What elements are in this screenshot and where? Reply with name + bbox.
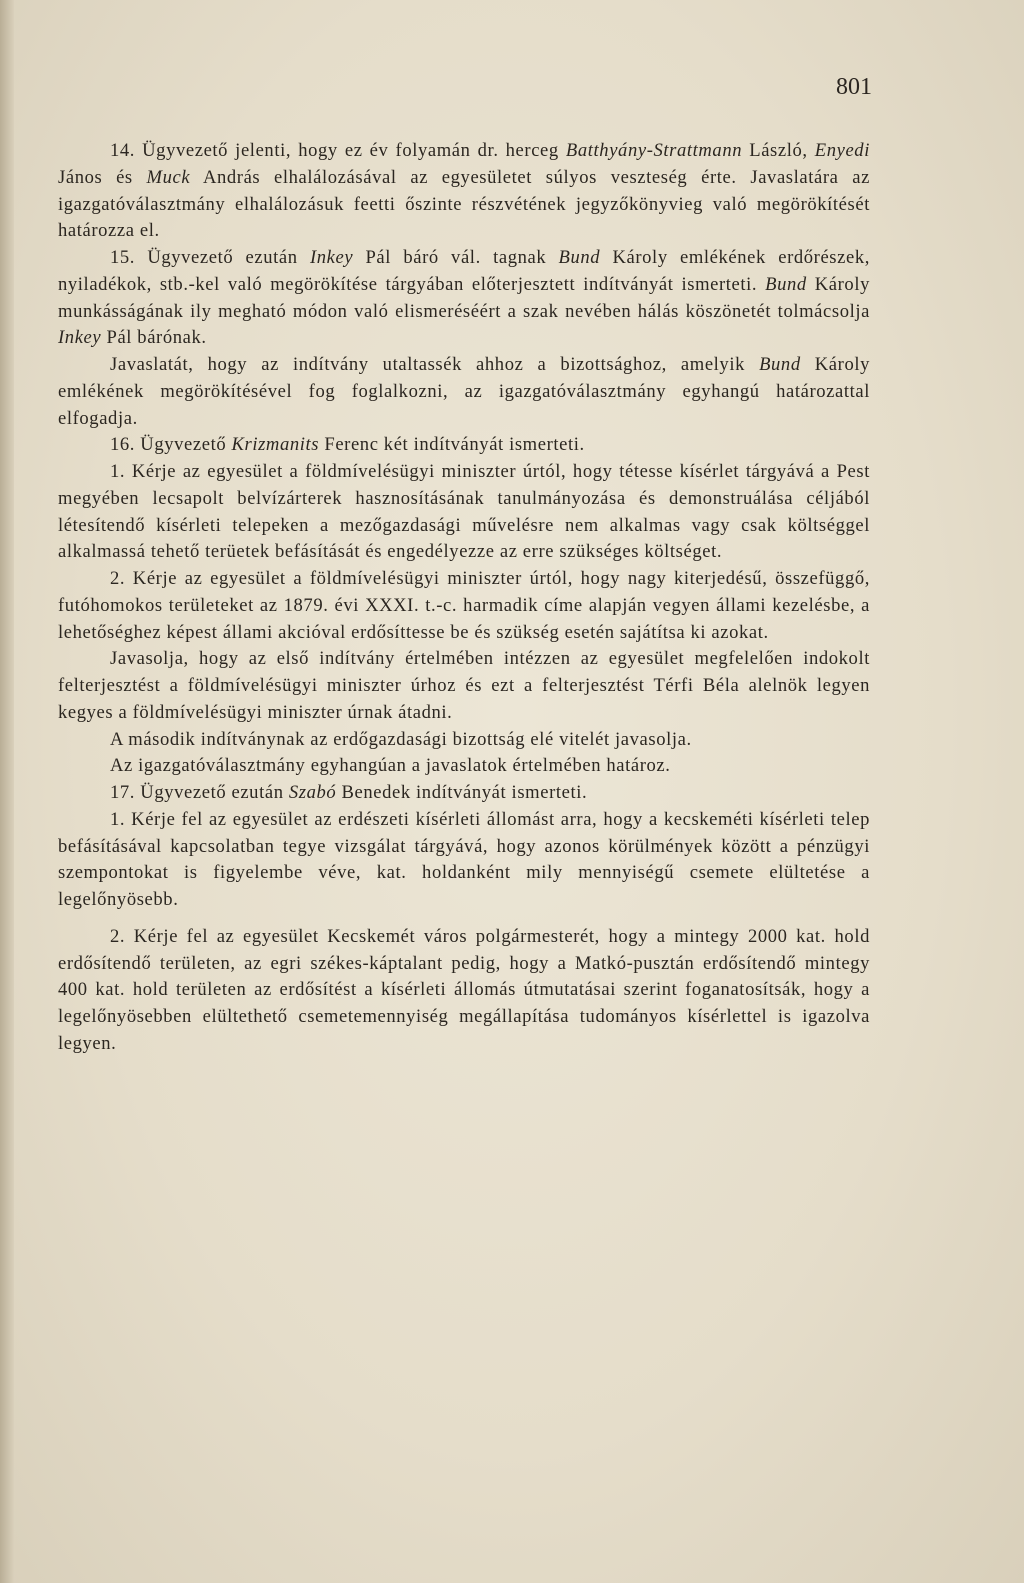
page-binding-edge — [0, 0, 14, 1583]
paragraph-16: 16. Ügyvezető Krizmanits Ferenc két indítványát ismerteti. — [110, 434, 585, 456]
paragraph-17-item-1: 1. Kérje fel az egyesület az erdészeti kísérleti állomást arra, hogy a kecskeméti kísérleti telep befásításával kapcsolatban tegye vizsgálat tárgyává, hogy azonos körülmények között a pénzügyi szempontokat is figyelembe véve, kat. holdanként mily mennyiségű csemete elültetése a legelőnyösebb. — [58, 808, 870, 910]
paragraph-16-item-1: 1. Kérje az egyesület a földmívelésügyi miniszter úrtól, hogy tétesse kísérlet tárgyává a Pest megyében lecsapolt belvízárterek hasznosításának tanulmányozása és demonstruálása céljából létesítendő kísérleti telepeken a mezőgazdasági művelésre nem alkalmas vagy csak költséggel alkalmassá tehető terüetek befásítását és engedélyezze az erre szükséges költséget. — [58, 461, 870, 563]
paragraph-14: 14. Ügyvezető jelenti, hogy ez év folyamán dr. herceg Batthyány-Strattmann László, Enyedi János és Muck András elhalálozásával az egyesületet súlyos veszteség érte. Javaslatára az igazgatóválasztmány elhalálozásuk feetti őszinte részvétének jegyzőkönyvieg való megörökítését határozza el. — [58, 140, 870, 242]
paragraph-16-second: A második indítványnak az erdőgazdasági bizottság elé vitelét javasolja. — [110, 728, 692, 750]
paragraph-16-decision: Az igazgatóválasztmány egyhangúan a javaslatok értelmében határoz. — [110, 755, 671, 777]
paragraph-17: 17. Ügyvezető ezután Szabó Benedek indítványát ismerteti. — [110, 782, 588, 803]
paragraph-17-item-2: 2. Kérje fel az egyesület Kecskemét város polgármesterét, hogy a mintegy 2000 kat. hold erdősítendő területen, az egri székes-káptalant pedig, hogy a Matkó-pusztán erdősítendő mintegy 400 kat. hold területen az erdősítést a kísérleti állomás útmutatásai szerint foganatosítsák, hogy a legelőnyösebben elültethető csemetemennyiség megállapítása tudományos kísérlettel is igazolva legyen. — [58, 925, 870, 1054]
paragraph-15-proposal: Javaslatát, hogy az indítvány utaltassék ahhoz a bizottsághoz, amelyik Bund Károly emlékének megörökítésével fog foglalkozni, az igazgatóválasztmány egyhangú határozattal elfogadja. — [58, 354, 871, 429]
paragraph-15: 15. Ügyvezető ezután Inkey Pál báró vál. tagnak Bund Károly emlékének erdőrészek, nyiladékok, stb.-kel való megörökítése tárgyában előterjesztett indítványát ismerteti. Bund Károly munkásságának ily megható módon való elismeréséért a szak nevében hálás köszönetét tolmácsolja Inkey Pál bárónak. — [58, 247, 870, 349]
paragraph-16-item-2: 2. Kérje az egyesület a földmívelésügyi miniszter úrtól, hogy nagy kiterjedésű, összefüggő, futóhomokos területeket az 1879. évi XXXI. t.-c. harmadik címe alapján vegyen állami kezelésbe, a lehetőséghez képest állami akcióval erdősíttesse be és szükség esetén sajátítsa ki azokat. — [58, 568, 870, 643]
page-number: 801 — [836, 74, 872, 100]
body-text — [58, 138, 870, 1058]
paragraph-16-proposal: Javasolja, hogy az első indítvány értelmében intézzen az egyesület megfelelően indokolt felterjesztést a földmívelésügyi miniszter úrhoz és ezt a felterjesztést Térfi Béla alelnök legyen kegyes a földmívelésügyi miniszter úrnak átadni. — [58, 648, 870, 723]
